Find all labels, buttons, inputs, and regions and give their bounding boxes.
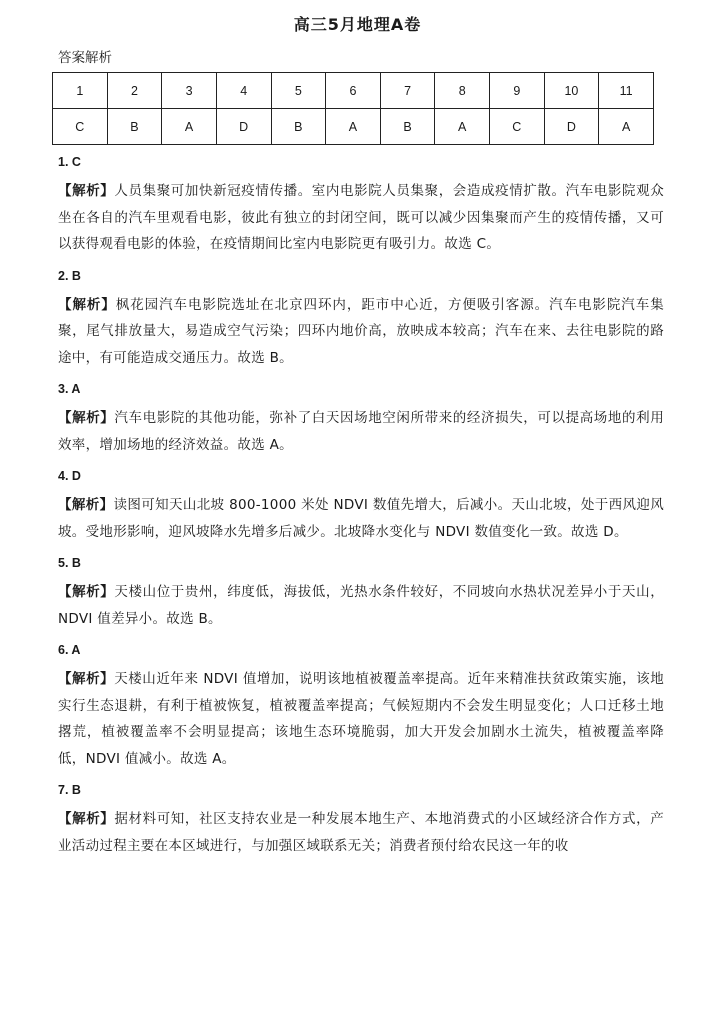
question-number-cell: 3 — [162, 73, 217, 109]
analysis-paragraph — [58, 666, 664, 772]
answer-cell: C — [53, 109, 108, 145]
analysis-text: 据材料可知，社区支持农业是一种发展本地生产、本地消费式的小区域经济合作方式，产业活动过程主要在本区域进行，与加强区域联系无关；消费者预付给农民这一年的收 — [58, 811, 664, 854]
analysis-item — [58, 780, 664, 859]
answer-cell: C — [490, 109, 545, 145]
answer-cell: A — [599, 109, 654, 145]
question-number-cell: 5 — [271, 73, 326, 109]
question-answer-label: 7. B — [58, 783, 81, 797]
question-number-cell: 8 — [435, 73, 490, 109]
analysis-tag: 【解析】 — [58, 671, 115, 687]
question-answer-label: 1. C — [58, 155, 81, 169]
analysis-text: 读图可知天山北坡 800-1000 米处 NDVI 数值先增大，后减小。天山北坡，处于西风迎风坡。受地形影响，迎风坡降水先增多后减少。北坡降水变化与 NDVI 数值变化一致。故选 D。 — [58, 497, 665, 540]
analysis-paragraph — [58, 806, 664, 859]
question-answer-label: 3. A — [58, 382, 81, 396]
question-number-cell: 2 — [107, 73, 162, 109]
answer-cell: B — [107, 109, 162, 145]
analysis-text: 汽车电影院的其他功能，弥补了白天因场地空闲所带来的经济损失，可以提高场地的利用效率，增加场地的经济效益。故选 A。 — [58, 410, 664, 453]
question-number-cell: 11 — [599, 73, 654, 109]
analysis-item — [58, 152, 664, 258]
analysis-tag: 【解析】 — [58, 811, 115, 827]
answer-cell: A — [162, 109, 217, 145]
analysis-tag: 【解析】 — [58, 183, 115, 199]
answer-table-number-row — [53, 73, 654, 109]
answer-cell: A — [326, 109, 381, 145]
answer-cell: D — [216, 109, 271, 145]
analysis-item — [58, 266, 664, 372]
question-number-cell: 7 — [380, 73, 435, 109]
analysis-tag: 【解析】 — [58, 497, 114, 513]
analysis-item — [58, 379, 664, 458]
question-number-cell: 1 — [53, 73, 108, 109]
analysis-text: 天楼山位于贵州，纬度低，海拔低，光热水条件较好，不同坡向水热状况差异小于天山，NDVI 值差异小。故选 B。 — [58, 584, 664, 627]
answer-cell: A — [435, 109, 490, 145]
answer-table — [52, 72, 654, 145]
question-answer-label: 2. B — [58, 268, 81, 283]
analysis-tag: 【解析】 — [58, 584, 115, 600]
answer-cell: B — [380, 109, 435, 145]
analysis-paragraph — [58, 292, 664, 372]
analysis-paragraph — [58, 492, 664, 545]
analysis-text: 枫花园汽车电影院选址在北京四环内，距市中心近，方便吸引客源。汽车电影院汽车集聚，尾气排放量大，易造成空气污染；四环内地价高，放映成本较高；汽车在来、去往电影院的路途中，有可能造成交通压力。故选 B。 — [58, 296, 664, 366]
document-title: 高三5月地理A卷 — [293, 15, 422, 34]
analysis-item — [58, 466, 664, 545]
analysis-tag: 【解析】 — [58, 296, 116, 313]
analysis-paragraph — [58, 405, 664, 458]
analysis-text: 人员集聚可加快新冠疫情传播。室内电影院人员集聚，会造成疫情扩散。汽车电影院观众坐在各自的汽车里观看电影，彼此有独立的封闭空间，既可以减少因集聚而产生的疫情传播，又可以获得观看电影的体验，在疫情期间比室内电影院更有吸引力。故选 C。 — [58, 183, 664, 252]
question-number-cell: 6 — [326, 73, 381, 109]
question-number-cell: 10 — [544, 73, 599, 109]
question-number-cell: 4 — [216, 73, 271, 109]
analysis-item — [58, 553, 664, 632]
analysis-paragraph — [58, 178, 664, 258]
question-number-cell: 9 — [490, 73, 545, 109]
analysis-tag: 【解析】 — [58, 410, 115, 426]
analysis-item — [58, 640, 664, 772]
answer-cell: B — [271, 109, 326, 145]
answer-cell: D — [544, 109, 599, 145]
question-answer-label: 5. B — [58, 556, 81, 570]
analysis-text: 天楼山近年来 NDVI 值增加，说明该地植被覆盖率提高。近年来精准扶贫政策实施，该地实行生态退耕，有利于植被恢复，植被覆盖率提高；气候短期内不会发生明显变化；人口迁移土地撂荒，植被覆盖率不会明显提高；该地生态环境脆弱，加大开发会加剧水土流失，植被覆盖率降低，NDVI 值减小。故选 A。 — [58, 671, 665, 767]
analysis-list — [58, 152, 664, 867]
question-answer-label: 6. A — [58, 643, 81, 657]
question-answer-label: 4. D — [58, 469, 81, 483]
answer-analysis-heading: 答案解析 — [58, 50, 112, 66]
answer-table-answer-row — [53, 109, 654, 145]
analysis-paragraph — [58, 579, 664, 632]
